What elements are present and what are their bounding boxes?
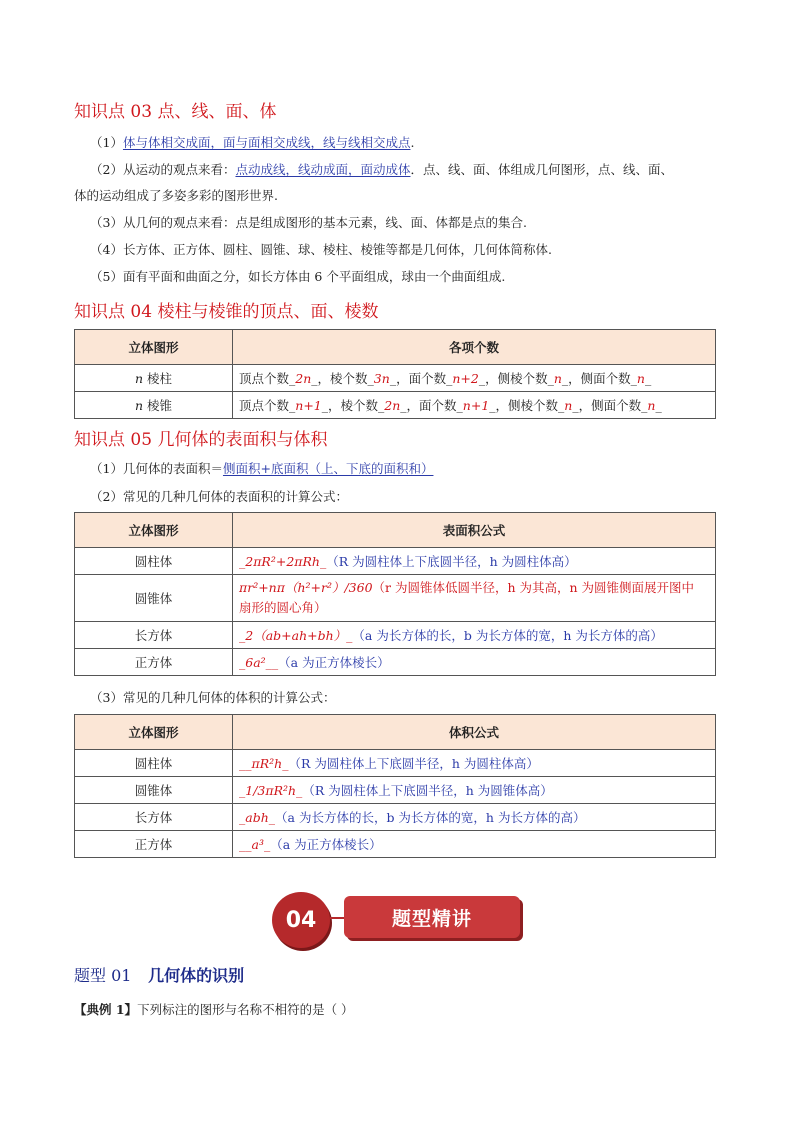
line-prefix: （1）几何体的表面积＝ <box>90 461 223 476</box>
shape-cell: 长方体 <box>75 622 233 649</box>
fill-answer: n <box>553 371 562 386</box>
fill-text: _，面个数_ <box>389 371 453 386</box>
table-row <box>75 750 716 777</box>
shape-cell: 正方体 <box>75 831 233 858</box>
section-title-kp04: 知识点 04 棱柱与棱锥的顶点、面、棱数 <box>74 302 379 322</box>
section-banner <box>272 892 524 948</box>
fill-answer: 侧面积+底面积（上、下底的面积和） <box>222 461 434 476</box>
question-type-title: 题型 01 几何体的识别 <box>74 966 245 985</box>
kp03-line-4: （4）长方体、正方体、圆柱、圆锥、球、棱柱、棱锥等都是几何体，几何体简称体. <box>90 242 552 257</box>
kp03-line-1 <box>90 135 414 151</box>
counts-cell <box>233 365 716 392</box>
table-row <box>75 392 716 419</box>
kp05-line-3: （3）常见的几种几何体的体积的计算公式： <box>90 690 336 705</box>
line-prefix: （1） <box>90 135 123 150</box>
table-row <box>75 831 716 858</box>
fill-answer: 体与体相交成面，面与面相交成线，线与线相交成点 <box>122 135 411 150</box>
kp03-line-2-cont: 体的运动组成了多姿多彩的图形世界. <box>74 188 278 203</box>
kp05-line-2: （2）常见的几种几何体的表面积的计算公式： <box>90 489 348 504</box>
fill-text: _，侧棱个数_ <box>478 371 554 386</box>
shape-cell: n 棱锥 <box>75 392 233 419</box>
shape-cell: 圆锥体 <box>75 575 233 622</box>
formula-cell: _1/3πR²h_（R 为圆柱体上下底圆半径，h 为圆锥体高） <box>233 777 716 804</box>
shape-cell: 长方体 <box>75 804 233 831</box>
fill-text: _，棱个数_ <box>311 371 374 386</box>
table-header-row <box>75 715 716 750</box>
fill-text: _，侧面个数_ <box>572 398 648 413</box>
fill-answer: n+1 <box>462 398 490 413</box>
table-row <box>75 365 716 392</box>
formula-cell: __πR²h_（R 为圆柱体上下底圆半径，h 为圆柱体高） <box>233 750 716 777</box>
section-title-kp05: 知识点 05 几何体的表面积与体积 <box>74 430 328 450</box>
example-tag: 【典例 1】 <box>74 1002 138 1017</box>
shape-cell: 圆锥体 <box>75 777 233 804</box>
formula-cell: _2（ab+ah+bh）_（a 为长方体的长，b 为长方体的宽，h 为长方体的高） <box>233 622 716 649</box>
line-suffix: . <box>410 135 415 150</box>
fill-text: _，面个数_ <box>400 398 463 413</box>
kp03-line-5: （5）面有平面和曲面之分，如长方体由 6 个平面组成，球由一个曲面组成. <box>90 269 506 284</box>
fill-text: 顶点个数_ <box>239 398 296 413</box>
section-banner-label: 题型精讲 <box>344 896 520 938</box>
fill-answer: 3n <box>373 371 390 386</box>
section-title-kp03: 知识点 03 点、线、面、体 <box>74 102 277 122</box>
shape-cell: 圆柱体 <box>75 548 233 575</box>
table-row <box>75 548 716 575</box>
header-shape: 立体图形 <box>75 715 233 750</box>
formula-cell: _6a²__（a 为正方体棱长） <box>233 649 716 676</box>
example-text: 下列标注的图形与名称不相符的是（ ） <box>137 1002 354 1017</box>
shape-cell: 正方体 <box>75 649 233 676</box>
fill-text: _ <box>655 398 662 413</box>
kp03-line-3: （3）从几何的观点来看：点是组成图形的基本元素，线、面、体都是点的集合. <box>90 215 527 230</box>
fill-answer: n <box>647 398 656 413</box>
fill-text: 顶点个数_ <box>239 371 296 386</box>
table-row <box>75 575 716 622</box>
formula-cell: _2πR²+2πRh_（R 为圆柱体上下底圆半径，h 为圆柱体高） <box>233 548 716 575</box>
prism-pyramid-table <box>74 329 716 419</box>
fill-text: _，侧面个数_ <box>561 371 637 386</box>
kp03-line-2 <box>90 162 673 178</box>
fill-answer: n+1 <box>295 398 322 413</box>
shape-cell: 圆柱体 <box>75 750 233 777</box>
header-shape: 立体图形 <box>75 513 233 548</box>
header-counts: 各项个数 <box>233 330 716 365</box>
table-row <box>75 622 716 649</box>
fill-answer: n+2 <box>452 371 479 386</box>
table-row <box>75 804 716 831</box>
header-formula: 体积公式 <box>233 715 716 750</box>
fill-text: _，侧棱个数_ <box>489 398 565 413</box>
table-row <box>75 777 716 804</box>
volume-table <box>74 714 716 858</box>
header-formula: 表面积公式 <box>233 513 716 548</box>
formula-cell: __a³_（a 为正方体棱长） <box>233 831 716 858</box>
fill-text: _ <box>644 371 652 386</box>
line-suffix: ．点、线、面、体组成几何图形，点、线、面、 <box>410 162 673 177</box>
fill-answer: 2n <box>384 398 401 413</box>
section-number-badge: 04 <box>272 892 330 948</box>
table-header-row <box>75 513 716 548</box>
example-1 <box>74 1000 354 1018</box>
fill-answer: n <box>564 398 573 413</box>
formula-cell: _abh_（a 为长方体的长，b 为长方体的宽，h 为长方体的高） <box>233 804 716 831</box>
table-row <box>75 649 716 676</box>
fill-text: _，棱个数_ <box>321 398 385 413</box>
surface-area-table <box>74 512 716 676</box>
fill-answer: n <box>636 371 645 386</box>
counts-cell <box>233 392 716 419</box>
table-header-row <box>75 330 716 365</box>
shape-cell: n 棱柱 <box>75 365 233 392</box>
header-shape: 立体图形 <box>75 330 233 365</box>
kp05-line-1 <box>90 461 433 477</box>
fill-answer: 点动成线，线动成面，面动成体 <box>235 162 411 177</box>
line-prefix: （2）从运动的观点来看： <box>90 162 236 177</box>
fill-answer: 2n <box>295 371 312 386</box>
formula-cell: πr²+nπ（h²+r²）/360（r 为圆锥体低圆半径，h 为其高，n 为圆锥侧面展开图中 扇形的圆心角） <box>233 575 716 622</box>
